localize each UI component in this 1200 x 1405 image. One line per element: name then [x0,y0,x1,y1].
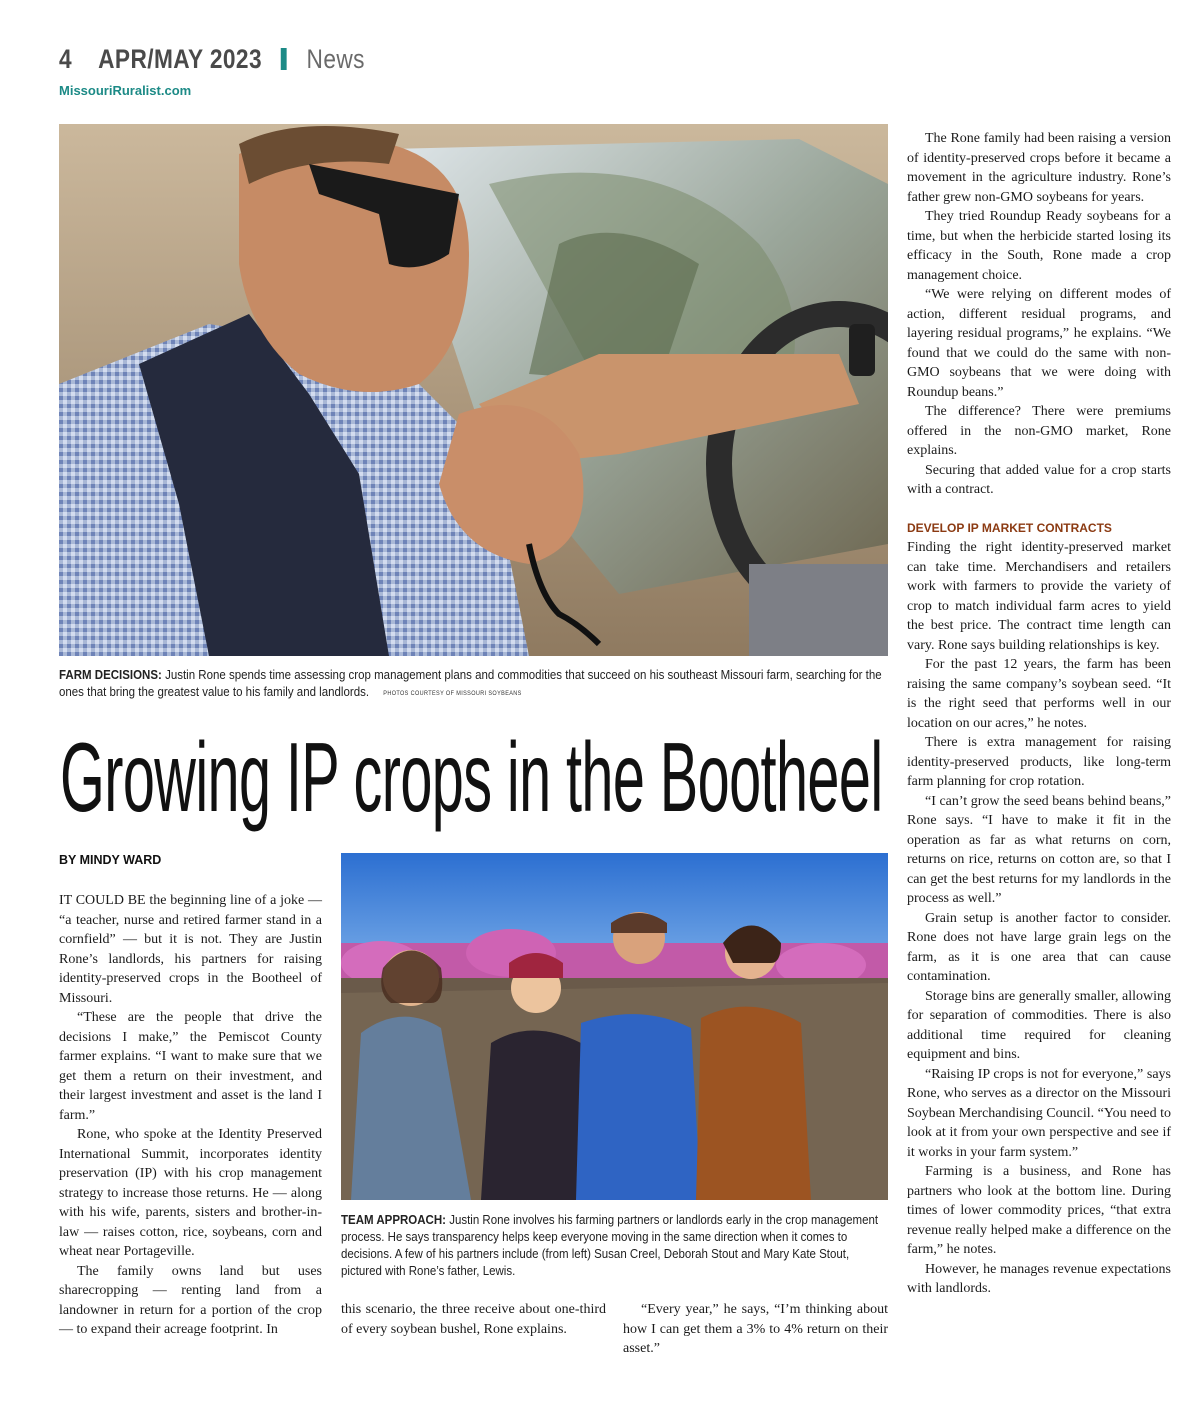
caption-label: TEAM APPROACH: [341,1213,446,1227]
section-divider [280,48,286,70]
article-column-right [907,129,1171,1299]
byline: BY MINDY WARD [59,853,162,867]
photo-credit: PHOTOS COURTESY OF MISSOURI SOYBEANS [383,691,522,697]
caption-label: FARM DECISIONS: [59,668,162,682]
photo-team-approach [341,853,888,1200]
caption-text: Justin Rone spends time assessing crop management plans and commodities that succeed on his southeast Missouri farm, searching for the ones that bring the greatest value to his family and landlords. [59,668,882,699]
paragraph: Storage bins are generally smaller, allowing for separation of commodities. There is also additional time required for cleaning equipment and bins. [907,988,1171,1062]
page-number: 4 [59,44,73,74]
caption-team-approach [341,1212,879,1280]
issue-date: APR/MAY 2023 [98,44,263,74]
paragraph: The difference? There were premiums offered in the non-GMO market, Rone explains. [907,404,1171,458]
paragraph: For the past 12 years, the farm has been raising the same company’s soybean seed. “It is the right seed that performs well in our location on our acres,” he notes. [907,657,1171,731]
paragraph: “I can’t grow the seed beans behind beans,” Rone says. “I have to make it fit in the operation as far as what returns on corn, returns on rice, returns on cotton are, so that I can get the best returns for my landlords in the process as well.” [907,793,1171,906]
section-name: News [306,44,365,74]
paragraph: The Rone family had been raising a version of identity-preserved crops before it became a movement in the agriculture industry. Rone’s father grew non-GMO soybeans for years. [907,131,1171,205]
paragraph: “Raising IP crops is not for everyone,” says Rone, who serves as a director on the Missouri Soybean Merchandising Council. “You need to look at it from your own perspective and see if it works in your farm system.” [907,1066,1171,1160]
paragraph: Farming is a business, and Rone has partners who look at the bottom line. During times of lower commodity prices, “that extra revenue really helped make a difference on the farm,” he notes. [907,1164,1171,1257]
paragraph: “We were relying on different modes of action, different residual programs, and layering residual programs,” he explains. “We found that we could do the same with non-GMO soybeans that we were doing with Roundup beans.” [907,287,1171,400]
paragraph: However, he manages revenue expectations with landlords. [907,1261,1171,1296]
article-column-2 [341,1300,606,1339]
paragraph: Finding the right identity-preserved market can take time. Merchandisers and retailers work with farmers to provide the variety of crop to match individual farm acres to yield the best price. The contract time length can vary. Rone says building relationships is key. [907,540,1171,653]
paragraph: Rone, who spoke at the Identity Preserved International Summit, incorporates identity preservation (IP) with his crop management strategy to increase those returns. He — along with his wife, parents, sisters and brother-in-law — raises cotton, rice, soybeans, corn and wheat near Portageville. [59,1127,322,1259]
paragraph: this scenario, the three receive about one-third of every soybean bushel, Rone explains. [341,1302,606,1337]
paragraph: The family owns land but uses sharecropping — renting land from a landowner in return for a portion of the crop — to expand their acreage footprint. In [59,1263,322,1337]
paragraph: IT COULD BE the beginning line of a joke — “a teacher, nurse and retired farmer stand in a cornfield” — but it is not. They are Justin Rone’s landlords, his partners for raising identity-preserved crops in the Bootheel of Missouri. [59,893,322,1006]
paragraph: There is extra management for raising identity-preserved products, like long-term farm planning for crop rotation. [907,735,1171,789]
article-headline: Growing IP crops in the Bootheel [60,722,883,832]
paragraph: “These are the people that drive the decisions I make,” the Pemiscot County farmer explains. “I want to make sure that we get them a return on their investment, and their largest investment and asset is the land I farm.” [59,1010,322,1123]
caption-farm-decisions [59,667,887,703]
team-partners-photo [341,853,888,1200]
article-column-1 [59,891,322,1340]
article-column-3 [623,1300,888,1359]
paragraph: They tried Roundup Ready soybeans for a time, but when the herbicide started losing its efficacy in the South, Rone made a crop management choice. [907,209,1171,283]
paragraph: Securing that added value for a crop starts with a contract. [907,462,1171,497]
folio-gap [79,44,92,74]
paragraph: Grain setup is another factor to consider. Rone does not have large grain legs on the farm, as it is one area that can cause contamination. [907,910,1171,984]
paragraph: “Every year,” he says, “I’m thinking about how I can get them a 3% to 4% return on their asset.” [623,1302,888,1356]
photo-farm-decisions [59,124,888,656]
subhead: DEVELOP IP MARKET CONTRACTS [907,520,1112,535]
caption-text: Justin Rone involves his farming partners or landlords early in the crop management process. He says transparency helps keep everyone moving in the same direction when it comes to decisions. A few of his partners include (from left) Susan Creel, Deborah Stout and Mary Kate Stout, pictured with Rone’s father, Lewis. [341,1213,879,1278]
page-folio [59,44,365,75]
website-link[interactable]: MissouriRuralist.com [59,83,192,98]
farmer-in-truck-photo [59,124,888,656]
